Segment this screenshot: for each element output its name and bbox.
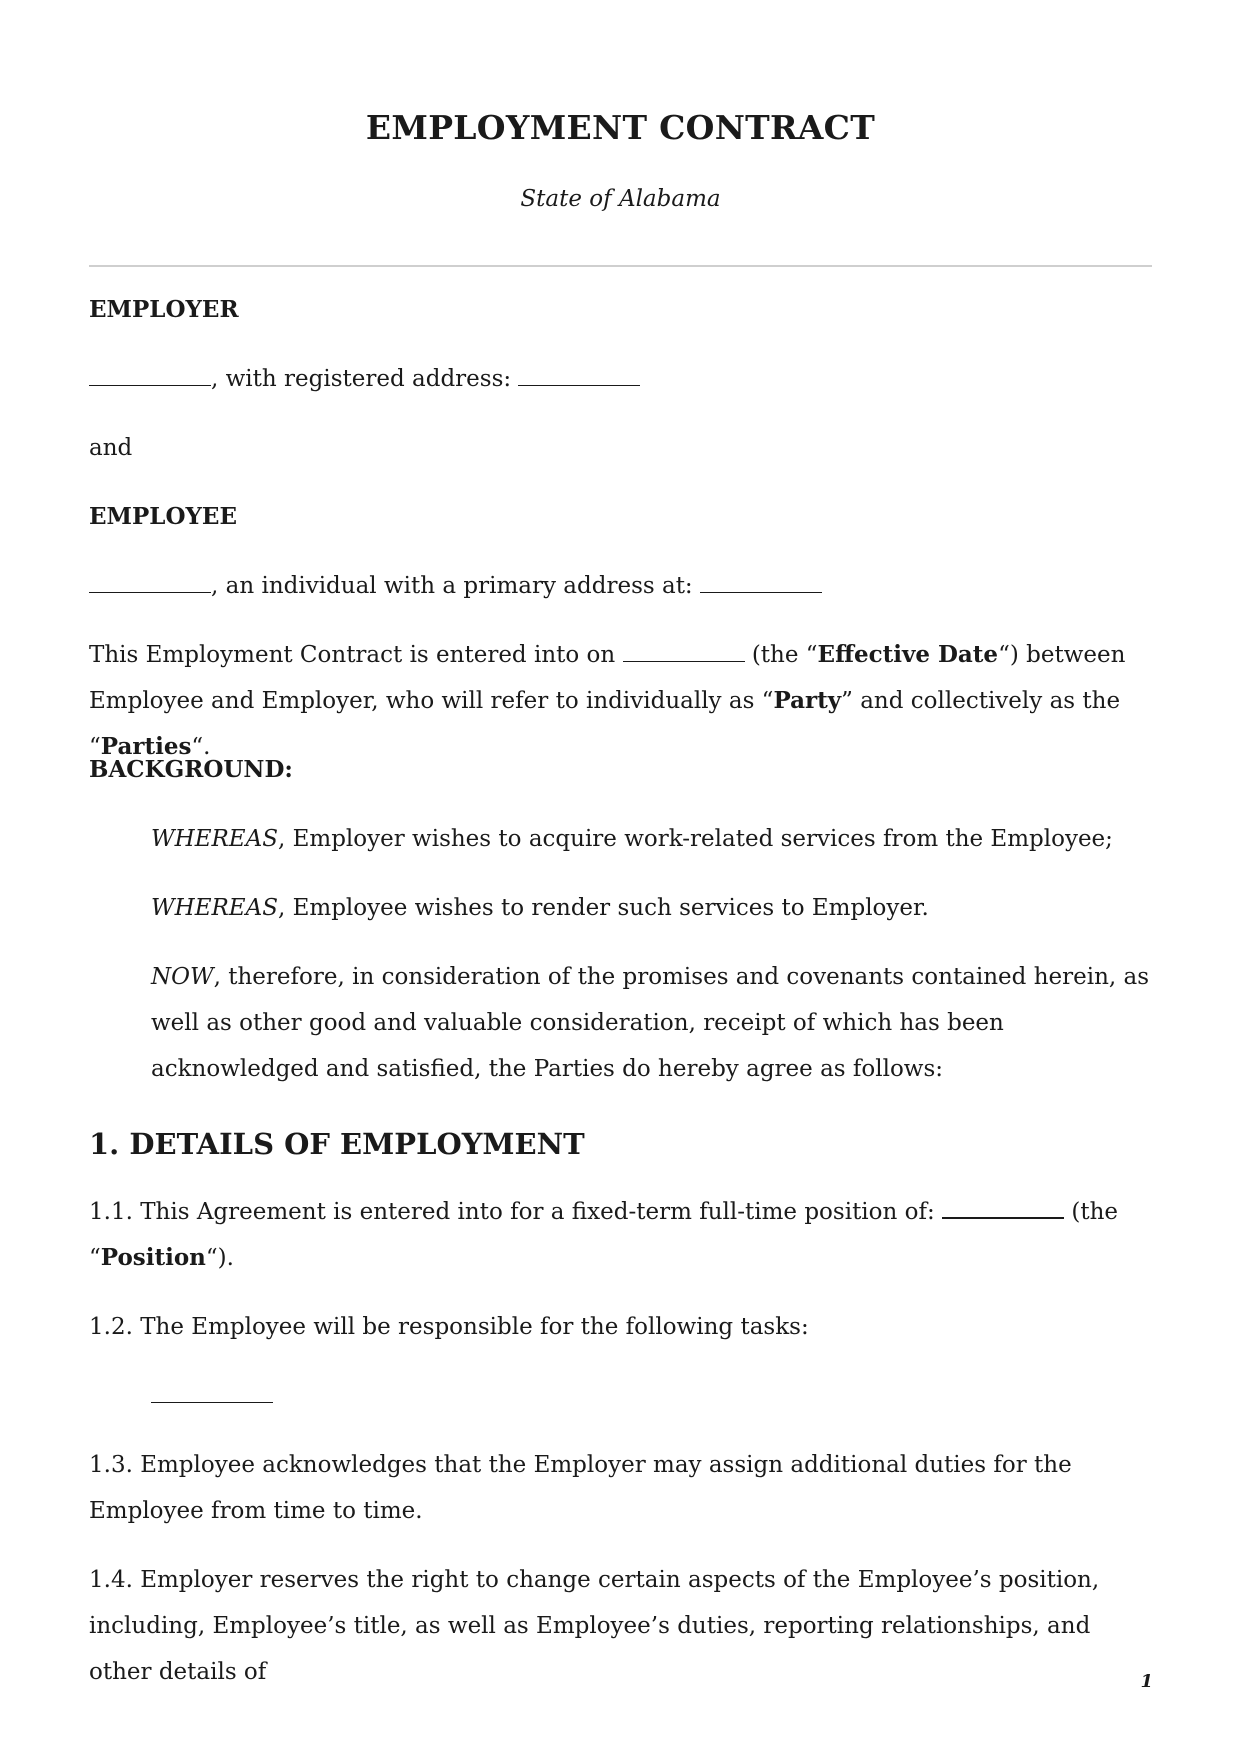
document-subtitle: State of Alabama: [520, 186, 721, 212]
employer-line-text: , with registered address:: [211, 366, 519, 392]
intro-text-5: “.: [191, 734, 211, 760]
document-title: EMPLOYMENT CONTRACT: [365, 108, 876, 147]
page-number: 1: [1140, 1671, 1153, 1692]
clause-1-1: [89, 1189, 1159, 1281]
now-text: , therefore, in consideration of the promises and covenants contained herein, as well as other good and valuable consideration, receipt of which has been acknowledged and satisfied, the Parties do hereby agree as follows:: [151, 964, 1150, 1082]
intro-text-2: (the “: [744, 642, 818, 668]
clause-1-2: 1.2. The Employee will be responsible for the following tasks:: [89, 1314, 809, 1340]
now-emphasis: NOW: [151, 964, 214, 990]
employer-heading: EMPLOYER: [89, 296, 239, 323]
tasks-line: [151, 1373, 273, 1419]
clause-1-4: 1.4. Employer reserves the right to change certain aspects of the Employee’s position, including, Employee’s title, as well as Employee’s duties, reporting relationships, and other details of: [89, 1567, 1100, 1685]
intro-text-3: “) between Employee and Employer, who will refer to individually as “: [89, 642, 1126, 714]
parties-term: Parties: [100, 733, 192, 760]
employee-name-blank: [89, 591, 211, 593]
position-term: Position: [100, 1244, 206, 1271]
clause-1-3: 1.3. Employee acknowledges that the Employer may assign additional duties for the Employee from time to time.: [89, 1452, 1072, 1524]
employee-line-text: , an individual with a primary address at:: [211, 573, 700, 599]
header-divider: [89, 265, 1152, 267]
whereas-2-text: , Employee wishes to render such services to Employer.: [277, 895, 929, 921]
employer-line: [89, 356, 640, 402]
position-blank: [942, 1216, 1064, 1219]
effective-date-term: Effective Date: [817, 641, 999, 668]
background-heading: BACKGROUND:: [89, 756, 293, 783]
whereas-1-text: , Employer wishes to acquire work-related services from the Employee;: [277, 826, 1113, 852]
whereas-1-emphasis: WHEREAS: [151, 826, 278, 852]
whereas-2-emphasis: WHEREAS: [151, 895, 278, 921]
intro-text-4: ” and collectively as the “: [89, 688, 1121, 760]
tasks-blank: [151, 1401, 273, 1403]
whereas-clause-2: [151, 885, 929, 931]
employee-line: [89, 563, 822, 609]
now-therefore-clause: [151, 954, 1161, 1092]
clause-1-1-text-a: 1.1. This Agreement is entered into for a fixed-term full-time position of:: [89, 1199, 943, 1225]
party-term: Party: [773, 687, 842, 714]
employee-heading: EMPLOYEE: [89, 503, 237, 530]
section-1-heading: 1. DETAILS OF EMPLOYMENT: [89, 1127, 585, 1161]
intro-text-1: This Employment Contract is entered into on: [89, 642, 623, 668]
employer-name-blank: [89, 384, 211, 386]
whereas-clause-1: [151, 816, 1113, 862]
clause-1-1-text-c: “).: [205, 1245, 234, 1271]
employer-address-blank: [518, 384, 640, 386]
employee-address-blank: [700, 591, 822, 593]
clause-1-1-text-b: (the “: [89, 1199, 1119, 1271]
effective-date-blank: [623, 660, 745, 662]
and-text: and: [89, 435, 133, 461]
